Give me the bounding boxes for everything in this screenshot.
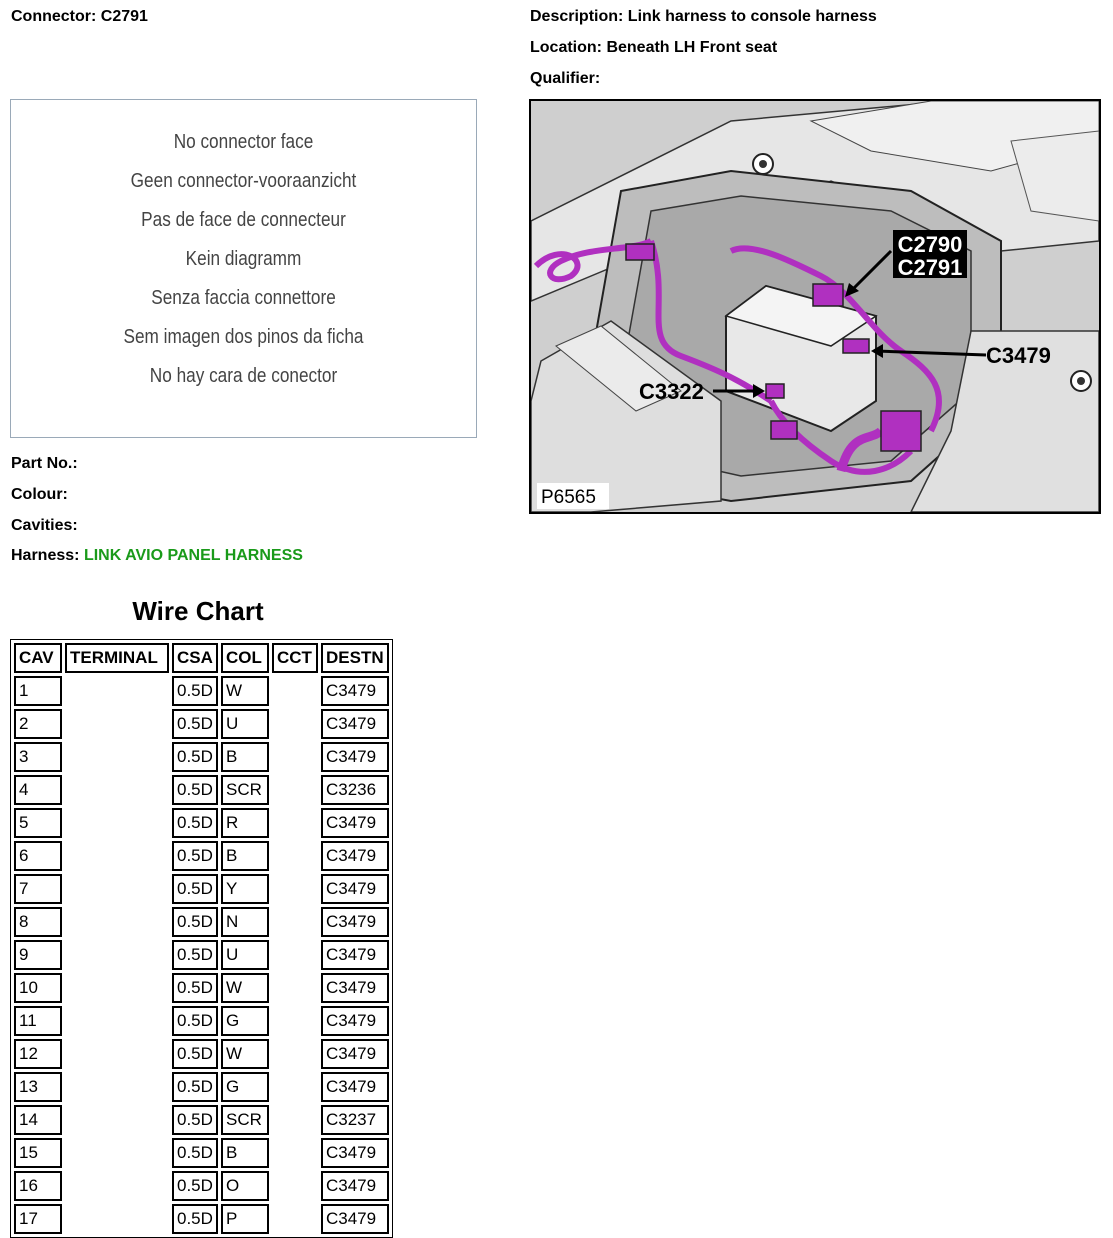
destn-cell: C3479 [321,907,389,937]
table-row [14,1171,389,1201]
col-cell: G [221,1072,269,1102]
description-field [530,8,877,26]
cct-cell [272,907,318,937]
header-cav: CAV [14,643,62,673]
cct-cell [272,1006,318,1036]
col-cell: B [221,841,269,871]
terminal-cell [65,742,169,772]
cct-cell [272,1138,318,1168]
terminal-cell [65,1039,169,1069]
destn-cell: C3237 [321,1105,389,1135]
col-cell: B [221,742,269,772]
csa-cell: 0.5D [172,1006,218,1036]
cct-cell [272,676,318,706]
terminal-cell [65,940,169,970]
destn-cell: C3479 [321,1138,389,1168]
table-row [14,874,389,904]
no-connector-face-panel [10,99,477,438]
header-terminal: TERMINAL [65,643,169,673]
col-cell: W [221,1039,269,1069]
destn-cell: C3479 [321,1171,389,1201]
csa-cell: 0.5D [172,874,218,904]
cavities-label: Cavities: [11,517,78,534]
terminal-cell [65,775,169,805]
terminal-cell [65,1105,169,1135]
terminal-cell [65,1204,169,1234]
cct-cell [272,1039,318,1069]
harness-field [11,547,303,565]
cav-cell: 15 [14,1138,62,1168]
table-row [14,1105,389,1135]
part-no-label: Part No.: [11,455,78,472]
col-cell: W [221,676,269,706]
cav-cell: 8 [14,907,62,937]
callout-c3322: C3322 [639,379,704,404]
cct-cell [272,742,318,772]
col-cell: U [221,709,269,739]
table-row [14,1138,389,1168]
table-row [14,1006,389,1036]
col-cell: B [221,1138,269,1168]
no-face-line: Geen connector-vooraanzicht [130,170,357,192]
cav-cell: 12 [14,1039,62,1069]
cct-cell [272,1204,318,1234]
header-destn: DESTN [321,643,389,673]
destn-cell: C3236 [321,775,389,805]
location-label: Location: [530,39,602,56]
cav-cell: 5 [14,808,62,838]
no-face-line: Pas de face de connecteur [141,209,346,231]
no-face-line: Senza faccia connettore [151,287,336,309]
cav-cell: 1 [14,676,62,706]
callout-c2790: C2790 [897,232,963,257]
terminal-cell [65,973,169,1003]
terminal-cell [65,874,169,904]
destn-cell: C3479 [321,874,389,904]
csa-cell: 0.5D [172,973,218,1003]
cct-cell [272,940,318,970]
table-row [14,709,389,739]
cav-cell: 10 [14,973,62,1003]
csa-cell: 0.5D [172,775,218,805]
table-row [14,1204,389,1234]
wire-chart-title: Wire Chart [132,596,264,626]
connector-label: Connector: [11,8,97,25]
destn-cell: C3479 [321,1072,389,1102]
no-face-line: Kein diagramm [185,248,302,270]
cav-cell: 17 [14,1204,62,1234]
header-csa: CSA [172,643,218,673]
col-cell: Y [221,874,269,904]
cct-cell [272,1072,318,1102]
csa-cell: 0.5D [172,1105,218,1135]
destn-cell: C3479 [321,973,389,1003]
terminal-cell [65,808,169,838]
csa-cell: 0.5D [172,676,218,706]
table-row [14,742,389,772]
table-row [14,940,389,970]
destn-cell: C3479 [321,1039,389,1069]
destn-cell: C3479 [321,742,389,772]
csa-cell: 0.5D [172,808,218,838]
cav-cell: 13 [14,1072,62,1102]
cav-cell: 4 [14,775,62,805]
location-illustration [531,101,1099,512]
table-row [14,676,389,706]
cct-cell [272,1171,318,1201]
csa-cell: 0.5D [172,1204,218,1234]
col-cell: U [221,940,269,970]
cct-cell [272,808,318,838]
no-face-line: Sem imagen dos pinos da ficha [123,326,364,348]
destn-cell: C3479 [321,841,389,871]
csa-cell: 0.5D [172,1138,218,1168]
destn-cell: C3479 [321,808,389,838]
location-field [530,39,777,57]
col-cell: P [221,1204,269,1234]
cav-cell: 3 [14,742,62,772]
destn-cell: C3479 [321,709,389,739]
terminal-cell [65,1171,169,1201]
description-value: Link harness to console harness [627,8,877,25]
cav-cell: 14 [14,1105,62,1135]
cav-cell: 16 [14,1171,62,1201]
table-row [14,973,389,1003]
terminal-cell [65,676,169,706]
table-row [14,841,389,871]
csa-cell: 0.5D [172,907,218,937]
header-cct: CCT [272,643,318,673]
cct-cell [272,709,318,739]
wire-chart-table [10,639,393,1238]
csa-cell: 0.5D [172,940,218,970]
no-face-line: No hay cara de conector [149,365,338,387]
terminal-cell [65,841,169,871]
csa-cell: 0.5D [172,841,218,871]
cct-cell [272,874,318,904]
harness-value[interactable]: LINK AVIO PANEL HARNESS [83,547,303,564]
connector-location-image [529,99,1101,514]
cct-cell [272,1105,318,1135]
csa-cell: 0.5D [172,742,218,772]
cct-cell [272,973,318,1003]
callout-c2791: C2791 [897,255,963,280]
terminal-cell [65,709,169,739]
colour-field [11,486,68,504]
terminal-cell [65,1138,169,1168]
table-row [14,808,389,838]
destn-cell: C3479 [321,1006,389,1036]
description-label: Description: [530,8,624,25]
table-row [14,775,389,805]
part-no-field [11,455,78,473]
cct-cell [272,775,318,805]
qualifier-label: Qualifier: [530,70,601,87]
connector-value: C2791 [100,8,148,25]
figure-id: P6565 [541,487,596,508]
col-cell: O [221,1171,269,1201]
table-row [14,1072,389,1102]
cav-cell: 9 [14,940,62,970]
csa-cell: 0.5D [172,1039,218,1069]
cav-cell: 6 [14,841,62,871]
col-cell: N [221,907,269,937]
callout-c3479: C3479 [986,343,1051,368]
location-value: Beneath LH Front seat [606,39,778,56]
colour-label: Colour: [11,486,68,503]
no-face-line: No connector face [173,131,314,153]
harness-label: Harness: [11,547,80,564]
col-cell: R [221,808,269,838]
col-cell: SCR [221,775,269,805]
col-cell: W [221,973,269,1003]
connector-field [11,8,148,26]
terminal-cell [65,1072,169,1102]
wire-chart-body [14,676,389,1234]
header-col: COL [221,643,269,673]
wire-chart-header-row [14,643,389,673]
cct-cell [272,841,318,871]
destn-cell: C3479 [321,940,389,970]
terminal-cell [65,907,169,937]
cav-cell: 2 [14,709,62,739]
cav-cell: 7 [14,874,62,904]
csa-cell: 0.5D [172,1072,218,1102]
destn-cell: C3479 [321,676,389,706]
destn-cell: C3479 [321,1204,389,1234]
terminal-cell [65,1006,169,1036]
csa-cell: 0.5D [172,1171,218,1201]
cavities-field [11,517,78,535]
table-row [14,907,389,937]
table-row [14,1039,389,1069]
col-cell: SCR [221,1105,269,1135]
col-cell: G [221,1006,269,1036]
cav-cell: 11 [14,1006,62,1036]
csa-cell: 0.5D [172,709,218,739]
qualifier-field [530,70,600,88]
